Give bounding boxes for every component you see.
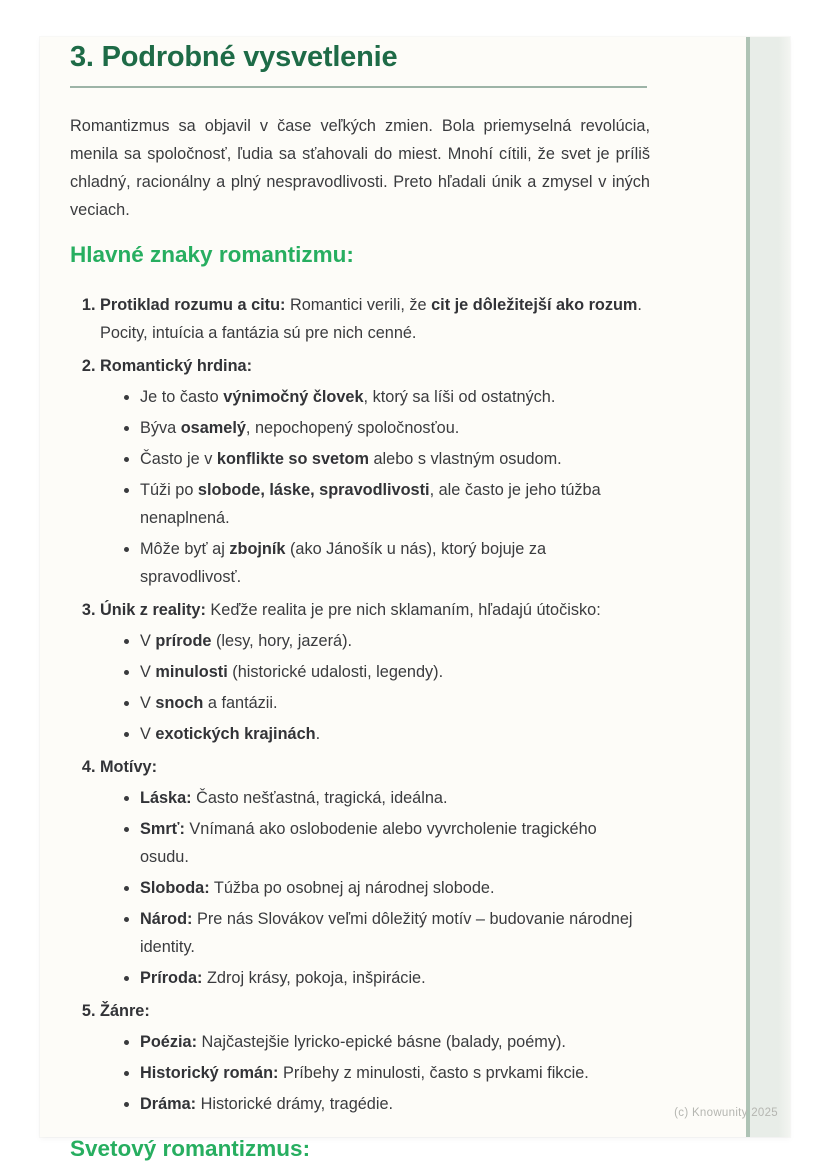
text-run: . Pocity, intuícia a fantázia sú pre nich cenné. [100,296,642,342]
bullet-list [100,383,650,591]
bullet-item [140,815,650,871]
sections-container [70,240,650,1163]
text-run: Môže byť aj [140,540,230,558]
text-run: Býva [140,419,181,437]
text-run: V [140,694,156,712]
bullet-item [140,1028,650,1056]
bold-text: exotických krajinách [155,725,316,743]
text-run: Túžba po osobnej aj národnej slobode. [209,879,495,897]
bold-text: slobode, láske, spravodlivosti [197,481,430,499]
text-run: Je to často [140,388,224,406]
bullet-item [140,383,650,411]
text-run: Často je v [140,450,217,468]
bullet-item [140,627,650,655]
bullet-list [100,784,650,992]
text-run: Príbehy z minulosti, často s prvkami fikcie. [278,1064,589,1082]
bullet-item [140,1059,650,1087]
bold-text: Protiklad rozumu a citu: [100,296,286,314]
text-run: a fantázii. [203,694,278,712]
bullet-item [140,445,650,473]
text-run: V [140,632,156,650]
section-heading: Svetový romantizmus: [70,1136,311,1161]
bullet-item [140,658,650,686]
bullet-list [100,1028,650,1118]
text-run: Keďže realita je pre nich sklamaním, hľadajú útočisko: [205,601,601,619]
bullet-item [140,905,650,961]
bold-text: minulosti [155,663,228,681]
text-run: (historické udalosti, legendy). [227,663,444,681]
bullet-list [100,627,650,748]
bold-text: Sloboda: [140,879,210,897]
text-run: . [315,725,321,743]
text-run: (ako Jánošík u nás), ktorý bojuje za spravodlivosť. [140,540,547,586]
document-page [40,37,790,1161]
bold-text: Smrť: [140,820,185,838]
bold-text: Historický román: [140,1064,279,1082]
bold-text: Romantický hrdina: [100,357,252,375]
text-run: Vnímaná ako oslobodenie alebo vyvrcholenie tragického osudu. [140,820,597,866]
bold-text: zbojník [229,540,286,558]
bullet-item [140,964,650,992]
list-item [100,291,650,347]
text-run: Zdroj krásy, pokoja, inšpirácie. [202,969,426,987]
bullet-item [140,414,650,442]
list-item [100,753,650,992]
bullet-item [140,689,650,717]
text-run: , ktorý sa líši od ostatných. [363,388,556,406]
bullet-item [140,476,650,532]
text-run: alebo s vlastným osudom. [368,450,562,468]
bullet-item [140,784,650,812]
bold-text: výnimočný človek [223,388,364,406]
bullet-item [140,1090,650,1118]
bold-text: Žánre: [100,1002,150,1020]
bold-text: Únik z reality: [100,601,206,619]
text-run: Pre nás Slovákov veľmi dôležitý motív – budovanie národnej identity. [140,910,633,956]
bold-text: Poézia: [140,1033,198,1051]
bold-text: konflikte so svetom [216,450,369,468]
text-run: Romantici verili, že [285,296,432,314]
list-item [100,997,650,1118]
intro-paragraph: Romantizmus sa objavil v čase veľkých zmien. Bola priemyselná revolúcia, menila sa spoločnosť, ľudia sa sťahovali do miest. Mnohí cítili, že svet je príliš chladný, racionálny a plný nespravodlivosti. Preto hľadali únik a zmysel v iných veciach. [70,117,650,219]
section-heading: Hlavné znaky romantizmu: [70,242,354,267]
bold-text: osamelý [180,419,246,437]
bold-text: Príroda: [140,969,203,987]
bullet-item [140,874,650,902]
watermark: (c) Knowunity 2025 [674,1107,778,1119]
page-title: 3. Podrobné vysvetlenie [70,41,398,73]
text-run: V [140,663,156,681]
bold-text: Dráma: [140,1095,197,1113]
list-item [100,596,650,748]
text-run: V [140,725,156,743]
bullet-item [140,535,650,591]
bold-text: Láska: [140,789,192,807]
page-content [40,37,790,1163]
numbered-list [70,291,650,1118]
bold-text: snoch [155,694,204,712]
text-run: Často nešťastná, tragická, ideálna. [191,789,448,807]
text-run: , nepochopený spoločnosťou. [245,419,460,437]
text-run: Túži po [140,481,198,499]
bold-text: prírode [155,632,212,650]
text-run: Najčastejšie lyricko-epické básne (balady, poémy). [197,1033,566,1051]
title-divider [70,86,647,88]
text-run: Historické drámy, tragédie. [196,1095,394,1113]
bold-text: Motívy: [100,758,157,776]
text-run: (lesy, hory, jazerá). [211,632,353,650]
text-run: , ale často je jeho túžba nenaplnená. [140,481,601,527]
list-item [100,352,650,591]
bullet-item [140,720,650,748]
bold-text: Národ: [140,910,193,928]
bold-text: cit je dôležitejší ako rozum [431,296,638,314]
